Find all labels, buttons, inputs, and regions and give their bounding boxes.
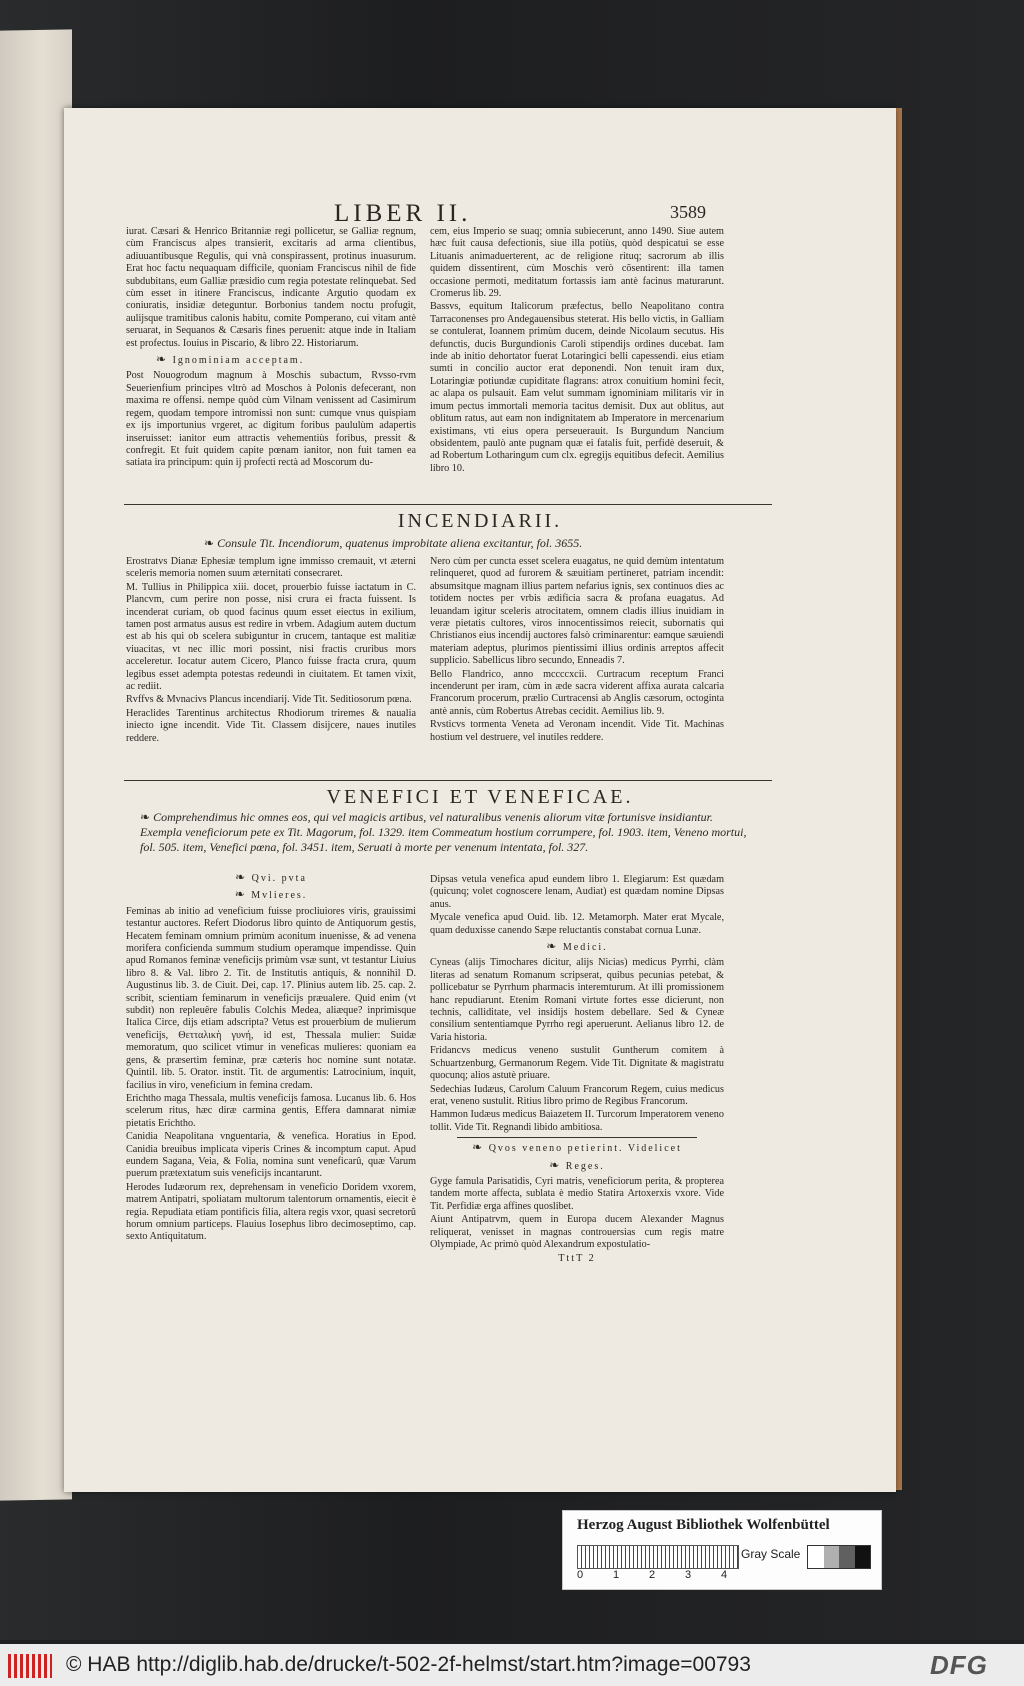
sub-divider <box>457 1137 697 1138</box>
ruler-number: 2 <box>649 1569 656 1581</box>
section-title-incendiarii: INCENDIARII. <box>397 510 563 532</box>
library-label-card <box>562 1510 882 1590</box>
hab-logo-icon <box>8 1654 52 1678</box>
entry: Cyneas (alijs Timochares dicitur, alijs Nicias) medicus Pyrrhi, clàm literas ad senatum Romanum scripserat, quibus pecunias petebat, & pollicebatur se Pyrrhum pharmacis interemturum. At illi promissionem hanc repudiarunt. Etenim Romani virtute fortes esse dicierunt, non technis, calliditate, vel insidijs hostem debellare. Sed & Cyneæ consilium sententiamque Pyrrho regi aperuerunt. Aelianus libro 12. de Varia historia. <box>430 957 724 1043</box>
gray-swatch <box>855 1546 871 1568</box>
fleuron-icon: ❧ <box>549 1157 562 1172</box>
gray-scale-swatches <box>807 1545 871 1569</box>
signature-mark: TttT 2 <box>558 1253 596 1265</box>
ruler-number: 4 <box>721 1569 728 1581</box>
fleuron-icon: ❧ <box>546 939 559 954</box>
entry: Gyge famula Parisatidis, Cyri matris, veneficiorum perita, & propterea tandem morte affecta, sublata è medio Statira Artoxerxis vxore. Vide Tit. Perfidiæ erga affines quoslibet. <box>430 1175 724 1212</box>
entry: M. Tullius in Philippica xiii. docet, prouerbio fuisse iactatum in C. Plancvm, cum perire non posse, nisi crura ei fracta fuissent. Is incenderat curiam, ob quod facinus quum esset eiectus in exilium, tamen post armatus ausus est redire in vrbem. Adagium autem ductum est ab his qui ob scelera subiguntur in crucem, tantaque est malitiæ viuacitas, vt nec illic mori possint, nisi fractis cruribus mors acceleretur. Iocatur autem Cicero, Planco fuisse fracta crura, quum legibus esset adempta potestas redeundi in ciuitatem. Et tamen vixit, ac rediit. <box>126 581 416 693</box>
section-title-venefici: VENEFICI ET VENEFICAE. <box>326 786 634 808</box>
section-subtitle-venefici: ❧ Comprehendimus hic omnes eos, qui vel magicis artibus, vel naturalibus venenis aliorum vitæ fortunisve insidiantur. Exempla veneficiorum pete ex Tit. Magorum, fol. 1329. item Commeatum hostium corrumpere, fol. 1903. item, Veneno mortui, fol. 505. item, Venefici pœna, fol. 3451. item, Seruati à morte per venenum intentata, fol. 327. <box>140 810 747 854</box>
paragraph: iurat. Cæsari & Henrico Britanniæ regi pollicetur, se Galliæ regnum, cùm Franciscus alpes transierit, excitaris ad arma clientibus, adiuuantibusque Regulis, qui vnà conspirassent, protinus inuasurum. Erat hoc factu nequaquam difficile, quoniam Franciscus nihil de fide subdubitans, eum Galliæ præsidio cum regia potestate relinquebat. Sed cùm esset in itinere Franciscus, indicante Argutio quodam ex coniuratis, insidiæ deteguntur. Borbonius tandem noctu profugit, aulijsque tramitibus calonis habitu, comite Pomperano, cui vitam antè seruarat, in Sequanos & Cæsaris fines peruenit: atque inde in Italiam est profectus. Iouius in Piscario, & libro 22. Historiarum. <box>126 226 416 349</box>
gray-swatch <box>824 1546 840 1568</box>
entry: Heraclides Tarentinus architectus Rhodiorum triremes & naualia iniecto igne incendit. Vide Tit. Classem disijcere, naues inutiles reddere. <box>126 707 416 744</box>
running-title: LIBER II. <box>334 200 472 227</box>
entry: Fridancvs medicus veneno sustulit Guntherum comitem à Schuartzenburg, Germanorum Regem. Vide Tit. Dignitate & magistratu quocunq; alios astutè priuare. <box>430 1045 724 1082</box>
previous-page-edge <box>0 29 72 1500</box>
section-divider <box>124 504 772 505</box>
sub-head-qui-puta: ❧ Qvi. pvta <box>235 870 307 884</box>
top-left-column <box>126 226 416 471</box>
fleuron-icon: ❧ <box>156 352 169 367</box>
entry: Bello Flandrico, anno mccccxcii. Curtracum receptum Franci incenderunt per iram, cùm in æde sacra viderent affixa aurata calcaria Francorum procerum, prælio Curtracensi ab Anglis cæsorum, octoginta antè annis, cùm Robertus Atrebas cecidit. Aemilius lib. 9. <box>430 668 724 717</box>
entry: Feminas ab initio ad veneficium fuisse procliuiores viris, grauissimi testantur auctores. Refert Diodorus libro quinto de Antiquorum gestis, Hecatem feminam omnium primùm aconitum inuenisse, & ad venena morifera conficienda summum studium operamque impendisse. Quin apud Romanos feminæ veneficijs primùm vsæ sunt, vt testantur Liuius libro 8. & Val. libro 2. Tit. de Institutis antiquis, & nonnihil D. Augustinus lib. 3. de Ciuit. Dei, cap. 17. Plinius autem lib. 25. cap. 2. scribit, scientiam feminarum in veneficijs præualere. Quid enim (vt subdit) non repleuêre fabulis Colchis Medea, aliæque? inprimisque Italica Circe, dijs etiam adscripta? Vetus est prouerbium de mulierum veneficijs, Θετταλικὴ γυνή, id est, Thessala mulier: Suidæ memoratum, quo scilicet vtimur in veneficas mulieres: quoniam ea gens, & præsertim feminæ, præ cæteris hoc nomine sunt notatæ. Quintil. lib. 5. Orator. instit. Tit. de argumentis: Latrocinium, inquit, facilius in viro, veneficium in femina credam. <box>126 905 416 1091</box>
footer-bar <box>0 1644 1024 1686</box>
paragraph: cem, eius Imperio se suaq; omnia subiecerunt, anno 1490. Siue autem hæc fuit causa defectionis, siue illa potiùs, quòd despicatui se esse Lituanis animaduerterent, ac de religione rituq; sacrorum ab illis quidem dissentirent, cùm Moschis verò cõsentirent: illa tamen occasione permoti, meditatum fortassis iam antè facinus maturarunt. Cromerus lib. 29. <box>430 226 724 300</box>
fleuron-icon: ❧ <box>234 887 247 902</box>
sub-head-mulieres: ❧ Mvlieres. <box>234 887 308 902</box>
entry: Erichtho maga Thessala, multis veneficijs famosa. Lucanus lib. 6. Hos scelerum ritus, hæc diræ carmina gentis, Effera damnarat nimiæ pietatis Erichtho. <box>126 1092 416 1129</box>
book-page <box>64 108 896 1492</box>
gray-scale-label: Gray Scale <box>741 1547 801 1561</box>
fleuron-icon: ❧ <box>235 870 248 884</box>
fleuron-icon: ❧ <box>140 810 151 824</box>
scale-ruler <box>577 1545 739 1569</box>
fleuron-icon: ❧ <box>472 1140 485 1155</box>
venefici-left-column <box>126 868 416 1245</box>
entry: Sedechias Iudæus, Carolum Caluum Francorum Regem, cuius medicus erat, veneno sustulit. Ritius libro primo de Regibus Francorum. <box>430 1083 724 1107</box>
section-subtitle-incendiarii: ❧ Consule Tit. Incendiorum, quatenus improbitate aliena excitantur, fol. 3655. <box>204 536 583 550</box>
entry: Nero cùm per cuncta esset scelera euagatus, ne quid demùm intentatum relinqueret, quod ad furorem & sæuitiam pertineret, patriam incendit: absumsitque magnam illius partem nefarius ignis, sex continuos dies ac totidem noctes per vrbis ædificia sacra & profana euagatus. Ad leuandam igitur sceleris atrocitatem, omnem cladis illius inuidiam in veræ pietatis cultores, viros innocentissimos reiecit, subornatis qui Christianos eius incendij auctores falsò criminarentur: eamque sæuiendi materiam adeptus, plurimos pientissimi illius ordinis arreptos affecit supplicio. Sabellicus libro secundo, Enneadis 7. <box>430 556 724 667</box>
entry: Herodes Iudæorum rex, deprehensam in veneficio Doridem vxorem, matrem Antipatri, spoliatam multorum talentorum ornamentis, eiecit è regia. Repudiata etiam pontificis filia, altera regis vxor, quasi secretorû horum omnium particeps. Flauius Iosephus libro decimoseptimo, cap. sexto Antiquitatum. <box>126 1181 416 1243</box>
sub-head-reges: ❧ Reges. <box>549 1157 605 1172</box>
entry: Dipsas vetula venefica apud eundem libro 1. Elegiarum: Est quædam (quicunq; volet cognoscere lenam, Audiat) est quædam nomine Dipsas anus. <box>430 874 724 910</box>
paragraph: Bassvs, equitum Italicorum præfectus, bello Neapolitano contra Tarraconenses pro Andegauensibus steterat. His bello victis, in Galliam se contulerat, Ioannem primùm ducem, deinde Nicolaum secutus. His defunctis, ducis Burgundionis Caroli stipendijs ordines ducebat. Iam inde ab initio dehortator fuerat Lotaringici belli capessendi. eius etiam sumti in concilio auctor erat deponendi. Non tenuit iram dux, Lotaringiæ potiundæ cupiditate flagrans: atrox conuitium homini fecit, ac alapa os pulsauit. Eam velut summam ignominiam militaris vir in imum pectus immortali memoria tacitus demisit. Dux aut oblitus, aut oblitum ratus, aut eam non indignitatem ab Imperatore in mercenarium existimans, vti eius opera perseuerauit. Is Burgundum Nancium obsidentem, paulò ante pugnam quæ ei fatalis fuit, perfidè deseruit, & ad Robertum Lotharingum cum clx. egregijs equitibus defecit. Aemilius libro 10. <box>430 301 724 474</box>
footer-copyright-link[interactable]: © HAB http://diglib.hab.de/drucke/t-502-2f-helmst/start.htm?image=00793 <box>66 1653 751 1676</box>
incendiarii-left-column <box>126 556 416 746</box>
sub-head-medici: ❧ Medici. <box>546 939 608 954</box>
ruler-number: 3 <box>685 1569 692 1581</box>
entry: Erostratvs Dianæ Ephesiæ templum igne immisso cremauit, vt æterni sceleris memoria nomen suum æternitati consecraret. <box>126 556 416 580</box>
gray-swatch <box>839 1546 855 1568</box>
page-number: 3589 <box>670 202 706 222</box>
entry: Hammon Iudæus medicus Baiazetem II. Turcorum Imperatorem veneno tollit. Vide Tit. Regnandi libido ambitiosa. <box>430 1109 724 1133</box>
library-name: Herzog August Bibliothek Wolfenbüttel <box>577 1517 830 1533</box>
entry: Rvsticvs tormenta Veneta ad Veronam incendit. Vide Tit. Machinas hostium vel destruere, vel inutiles reddere. <box>430 719 724 743</box>
section-divider <box>124 780 772 781</box>
entry: Mycale venefica apud Ouid. lib. 12. Metamorph. Mater erat Mycale, quam deduxisse canendo Sæpe reluctantis constabat cornua Lunæ. <box>430 912 724 936</box>
dfg-logo: DFG <box>930 1650 988 1680</box>
ruler-number: 0 <box>577 1569 584 1581</box>
incendiarii-right-column <box>430 556 724 745</box>
sub-head-quos-veneno: ❧ Qvos veneno petierint. Videlicet <box>472 1140 682 1155</box>
ruler-number: 1 <box>613 1569 620 1581</box>
fleuron-icon: ❧ <box>204 536 215 550</box>
paragraph: Post Nouogrodum magnum à Moschis subactum, Rvsso-rvm Seuerienfium principes vltrò ad Moschos à Polonis defecerant, non maxima re offensi. nempe quòd cùm Vilnam venissent ad Casimirum regem, quodam tempore intromissi non sunt: cumque vnus quispiam ex ijs importunius vrgeret, ac digitum foribus paululùm adapertis inseruisset: ianitor eum attractis vehementiùs foribus, pressit & confregit. Et fuit quidem capite pœnam ianitor, non fuit tamen ea satiata ira principum: quin ij profecti rectà ad Moscorum du- <box>126 370 416 469</box>
entry: Aiunt Antipatrvm, quem in Europa ducem Alexander Magnus reliquerat, venisset in magnas controuersias cum regis matre Olympiade, Ac primò quòd Alexandrum expostulatio- <box>430 1214 724 1250</box>
entry: Rvffvs & Mvnacivs Plancus incendiarij. Vide Tit. Seditiosorum pœna. <box>126 694 412 706</box>
gray-swatch <box>808 1546 824 1568</box>
top-right-column <box>430 226 724 476</box>
entry: Canidia Neapolitana vnguentaria, & venefica. Horatius in Epod. Canidia breuibus implicata viperis Crines & incomptum caput. Apud eundem Sagana, Veia, & Folia, nomina sunt veneficarû, quæ Varum puerum prætextatum suis veneficijs incantarunt. <box>126 1131 416 1180</box>
venefici-right-column <box>430 874 724 1266</box>
sub-head-ignominiam: ❧ Ignominiam acceptam. <box>156 352 305 367</box>
